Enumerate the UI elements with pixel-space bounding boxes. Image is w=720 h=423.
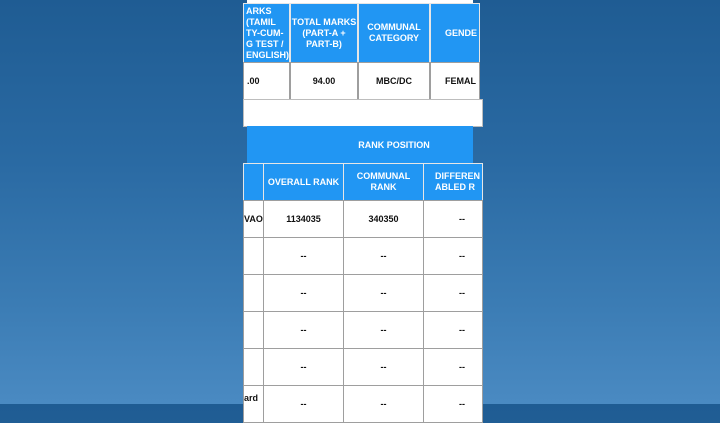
total-marks-header: TOTAL MARKS (PART-A + PART-B) [290, 3, 358, 63]
overall-rank-cell: -- [263, 274, 344, 312]
differently-abled-cell: -- [423, 237, 483, 275]
rank-position-title: RANK POSITION [247, 126, 473, 164]
gender-header: GENDE [430, 3, 480, 63]
result-table-view[interactable] [244, 0, 480, 409]
communal-rank-header: COMMUNAL RANK [343, 163, 424, 201]
post-header [243, 163, 264, 201]
overall-rank-cell: -- [263, 385, 344, 423]
overall-rank-cell: -- [263, 348, 344, 386]
communal-rank-cell: -- [343, 348, 424, 386]
post-cell [243, 237, 264, 275]
tamil-marks-value: .00 [243, 62, 290, 100]
spacer-row [243, 99, 483, 127]
differently-abled-rank-header: DIFFEREN ABLED R [423, 163, 483, 201]
total-marks-value: 94.00 [290, 62, 358, 100]
tamil-marks-header: ARKS (TAMIL TY-CUM- G TEST / ENGLISH) [243, 3, 290, 63]
overall-rank-cell: 1134035 [263, 200, 344, 238]
post-cell [243, 348, 264, 386]
post-cell: ard [243, 385, 264, 423]
communal-rank-cell: 340350 [343, 200, 424, 238]
post-cell [243, 274, 264, 312]
differently-abled-cell: -- [423, 348, 483, 386]
differently-abled-cell: -- [423, 385, 483, 423]
communal-rank-cell: -- [343, 311, 424, 349]
communal-category-header: COMMUNAL CATEGORY [358, 3, 430, 63]
post-cell [243, 311, 264, 349]
overall-rank-cell: -- [263, 237, 344, 275]
differently-abled-cell: -- [423, 274, 483, 312]
differently-abled-cell: -- [423, 200, 483, 238]
communal-rank-cell: -- [343, 237, 424, 275]
communal-rank-cell: -- [343, 385, 424, 423]
overall-rank-cell: -- [263, 311, 344, 349]
overall-rank-header: OVERALL RANK [263, 163, 344, 201]
communal-category-value: MBC/DC [358, 62, 430, 100]
differently-abled-cell: -- [423, 311, 483, 349]
communal-rank-cell: -- [343, 274, 424, 312]
gender-value: FEMAL [430, 62, 480, 100]
post-cell: VAO [243, 200, 264, 238]
